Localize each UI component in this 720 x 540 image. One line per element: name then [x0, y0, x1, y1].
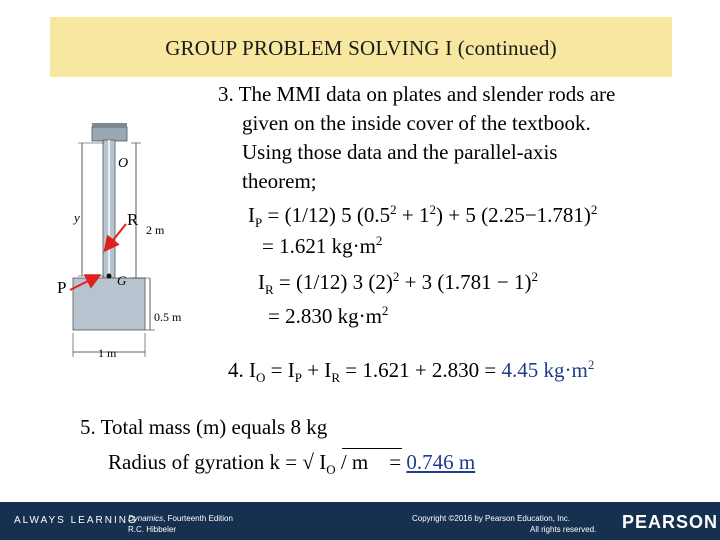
step3-line-3: Using those data and the parallel-axis	[242, 140, 558, 164]
label-r: R	[127, 210, 139, 229]
step3-line-2: given on the inside cover of the textbook.	[242, 111, 591, 135]
radical-vinculum	[342, 448, 402, 449]
step5-line-1: 5. Total mass (m) equals 8 kg	[80, 415, 328, 439]
footer-rights: All rights reserved.	[530, 525, 597, 534]
pin-support	[92, 127, 127, 141]
label-o: O	[118, 156, 129, 171]
center-of-mass-g	[107, 274, 112, 279]
label-p: P	[57, 278, 67, 297]
step5-line-2: Radius of gyration k = √ $I_O$ / m = 0.746 m	[108, 450, 476, 478]
plate	[73, 278, 145, 330]
step4-equation: 4. $I_O = I_P + I_R = 1.621 + 2.830 = 4.45$ $kg\cdot m^2$	[228, 357, 595, 386]
label-y: y	[74, 210, 80, 225]
step4-answer: 4.45 $kg\cdot m^2$	[501, 357, 595, 382]
footer-copyright: Copyright ©2016 by Pearson Education, Inc.	[412, 514, 570, 523]
footer-always-learning: ALWAYS LEARNING	[14, 515, 138, 526]
slide-title: GROUP PROBLEM SOLVING I (continued)	[165, 36, 557, 60]
footer-book: Dynamics, Fourteenth Edition	[128, 514, 233, 523]
step3-line-4: theorem;	[242, 169, 317, 193]
ir-result: = 2.830 $kg\cdot m^2$	[268, 303, 389, 328]
label-g: G	[117, 273, 127, 288]
pearson-logo: PEARSON	[622, 512, 719, 532]
ip-equation: $I_P = (1/12)$ 5 $(0.5^2 + 1^2) + 5$ $(2.25-1.781)^2$	[248, 202, 598, 231]
ir-equation: $I_R = (1/12)$ 3 $(2)^2 + 3$ $(1.781 - 1)^2$	[258, 269, 539, 298]
footer-bar	[0, 502, 720, 540]
label-1m: 1 m	[98, 346, 117, 360]
ip-result: = 1.621 $kg\cdot m^2$	[262, 233, 383, 258]
step3-line-1: 3. The MMI data on plates and slender rods are	[218, 82, 616, 106]
footer-author: R.C. Hibbeler	[128, 525, 177, 534]
label-05m: 0.5 m	[154, 310, 182, 324]
label-2m: 2 m	[146, 223, 165, 237]
step5-answer: 0.746 m	[406, 450, 476, 474]
